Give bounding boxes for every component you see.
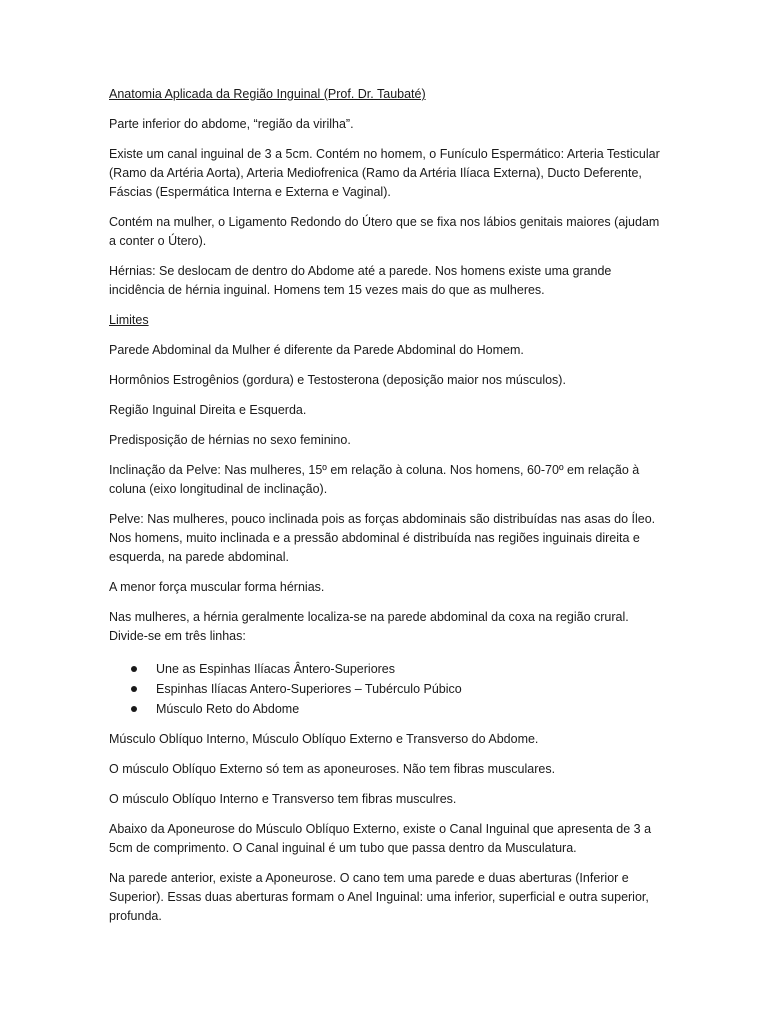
paragraph: Hérnias: Se deslocam de dentro do Abdome até a parede. Nos homens existe uma grande incidência de hérnia inguinal. Homens tem 15 vezes mais do que as mulheres. — [109, 264, 612, 297]
paragraph: Predisposição de hérnias no sexo feminino. — [109, 433, 351, 447]
paragraph: A menor força muscular forma hérnias. — [109, 580, 325, 594]
paragraph: Nas mulheres, a hérnia geralmente localiza-se na parede abdominal da coxa na região crural. Divide-se em três linhas: — [109, 610, 629, 643]
paragraph: Região Inguinal Direita e Esquerda. — [109, 403, 307, 417]
paragraph: Músculo Oblíquo Interno, Músculo Oblíquo Externo e Transverso do Abdome. — [109, 732, 539, 746]
bullet-icon — [131, 686, 137, 692]
list-item — [109, 679, 669, 699]
paragraph: Na parede anterior, existe a Aponeurose. O cano tem uma parede e duas aberturas (Inferior e Superior). Essas duas aberturas formam o Anel Inguinal: uma inferior, superficial e outra superior, profunda. — [109, 871, 649, 923]
document-page — [109, 85, 669, 937]
paragraph: O músculo Oblíquo Externo só tem as aponeuroses. Não tem fibras musculares. — [109, 762, 556, 776]
paragraph: Pelve: Nas mulheres, pouco inclinada pois as forças abdominais são distribuídas nas asas do Íleo. Nos homens, muito inclinada e a pressão abdominal é distribuída nas regiões inguinais direita e esquerda, na parede abdominal. — [109, 512, 656, 564]
paragraph: O músculo Oblíquo Interno e Transverso tem fibras musculres. — [109, 792, 457, 806]
document-title: Anatomia Aplicada da Região Inguinal (Prof. Dr. Taubaté) — [109, 87, 426, 101]
list-item-text: Espinhas Ilíacas Antero-Superiores – Tubérculo Púbico — [156, 682, 462, 696]
bullet-list — [109, 659, 669, 719]
list-item-text: Une as Espinhas Ilíacas Ântero-Superiores — [156, 662, 396, 676]
list-item-text: Músculo Reto do Abdome — [156, 702, 300, 716]
paragraph: Abaixo da Aponeurose do Músculo Oblíquo Externo, existe o Canal Inguinal que apresenta de 3 a 5cm de comprimento. O Canal inguinal é um tubo que passa dentro da Musculatura. — [109, 822, 652, 855]
paragraph: Existe um canal inguinal de 3 a 5cm. Contém no homem, o Funículo Espermático: Arteria Testicular (Ramo da Artéria Aorta), Arteria Mediofrenica (Ramo da Artéria Ilíaca Externa), Ducto Deferente, Fáscias (Espermática Interna e Externa e Vaginal). — [109, 147, 660, 199]
section-heading: Limites — [109, 313, 149, 327]
paragraph: Inclinação da Pelve: Nas mulheres, 15º em relação à coluna. Nos homens, 60-70º em relação à coluna (eixo longitudinal de inclinação). — [109, 463, 640, 496]
paragraph: Contém na mulher, o Ligamento Redondo do Útero que se fixa nos lábios genitais maiores (ajudam a conter o Útero). — [109, 215, 660, 248]
bullet-icon — [131, 666, 137, 672]
paragraph: Parede Abdominal da Mulher é diferente da Parede Abdominal do Homem. — [109, 343, 524, 357]
list-item — [109, 699, 669, 719]
bullet-icon — [131, 706, 137, 712]
paragraph: Hormônios Estrogênios (gordura) e Testosterona (deposição maior nos músculos). — [109, 373, 566, 387]
paragraph: Parte inferior do abdome, “região da virilha”. — [109, 117, 354, 131]
list-item — [109, 659, 669, 679]
